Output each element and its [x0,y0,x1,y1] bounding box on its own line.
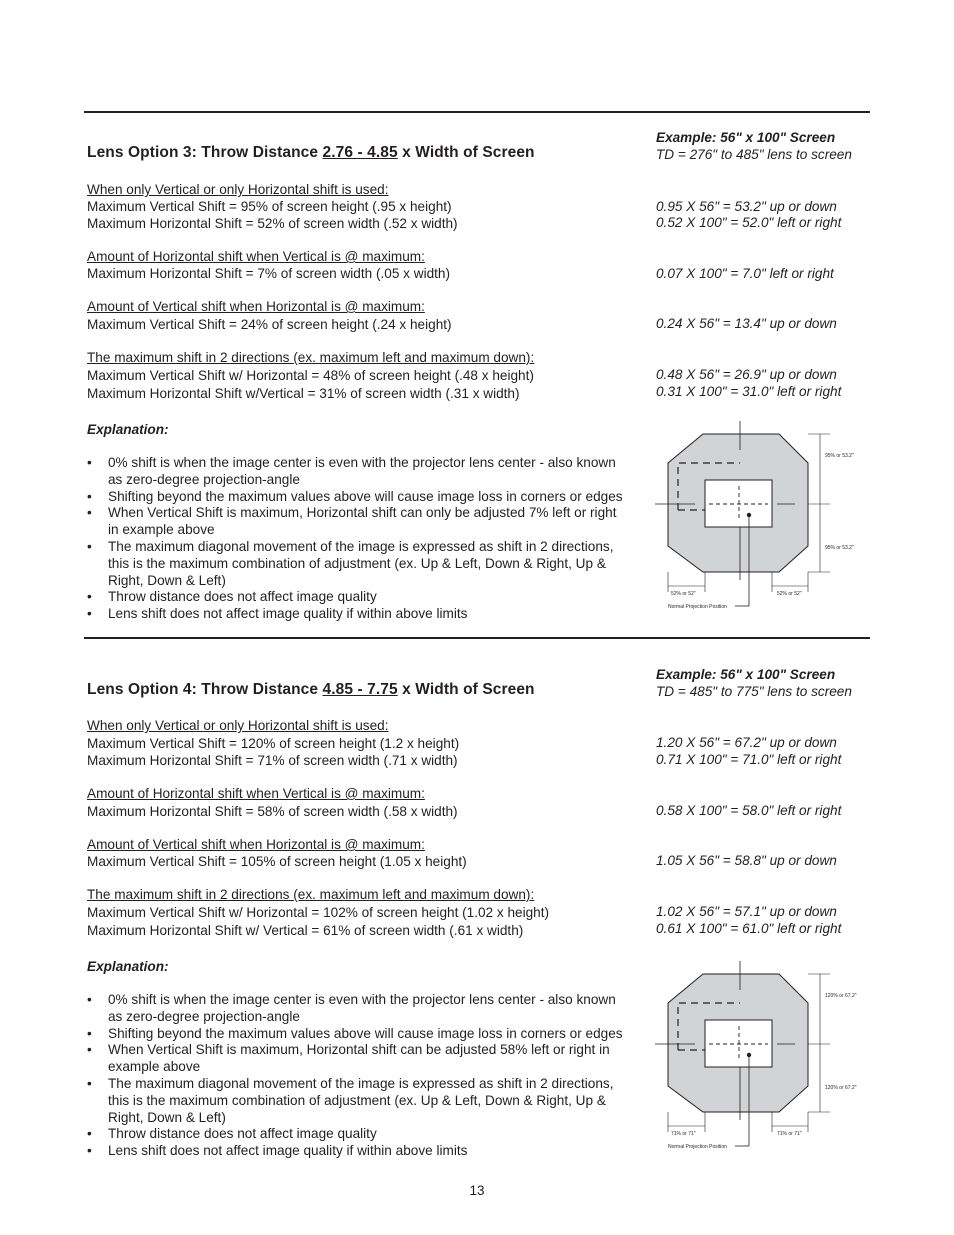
horizontal-shift-left-label: 71% or 71" [671,1131,696,1137]
group-heading: Amount of Vertical shift when Horizontal is @ maximum: [87,837,425,852]
group-heading: Amount of Vertical shift when Horizontal is @ maximum: [87,299,425,314]
example-calculation: 0.95 X 56" = 53.2" up or down [656,199,837,214]
example-heading: Example: 56" x 100" Screen [656,130,836,145]
spec-line: Maximum Horizontal Shift = 71% of screen width (.71 x width) [87,753,458,768]
example-calculation: 1.02 X 56" = 57.1" up or down [656,904,837,919]
explanation-item: • 0% shift is when the image center is even with the projector lens center - also known as zero-degree projection-angle [87,992,616,1024]
spec-line: Maximum Vertical Shift = 95% of screen height (.95 x height) [87,199,452,214]
example-calculation: 1.05 X 56" = 58.8" up or down [656,853,837,868]
example-heading: Example: 56" x 100" Screen [656,667,836,682]
diagram-caption: Normal Projection Position [668,1144,727,1150]
spec-line: Maximum Vertical Shift = 105% of screen height (1.05 x height) [87,854,467,869]
section-divider-middle [84,637,870,639]
explanation-item: • When Vertical Shift is maximum, Horizontal shift can be adjusted 58% left or right in example above [87,1042,610,1075]
explanation-item: • Throw distance does not affect image quality [87,589,377,605]
explanation-item: • The maximum diagonal movement of the image is expressed as shift in 2 directions, this is the maximum combination of adjustment (ex. Up & Left, Down & Right, Up & Right, Down & Left) [87,538,614,588]
example-calculation: 0.58 X 100" = 58.0" left or right [656,803,842,818]
example-calculation: 0.48 X 56" = 26.9" up or down [656,367,837,382]
group-heading: When only Vertical or only Horizontal shift is used: [87,182,389,197]
explanation-item: • Shifting beyond the maximum values above will cause image loss in corners or edges [87,488,623,504]
example-calculation: 1.20 X 56" = 67.2" up or down [656,735,837,750]
vertical-shift-bottom-label: 95% or 53.2" [825,545,854,551]
vertical-shift-top-label: 120% or 67.2" [825,993,857,999]
projected-image [705,480,772,527]
explanation-item: • Lens shift does not affect image quality if within above limits [87,606,468,622]
spec-line: Maximum Vertical Shift w/ Horizontal = 48% of screen height (.48 x height) [87,368,534,383]
spec-line: Maximum Horizontal Shift w/ Vertical = 61% of screen width (.61 x width) [87,923,524,938]
explanation-item: • 0% shift is when the image center is even with the projector lens center - also known as zero-degree projection-angle [87,455,616,487]
example-throw-distance: TD = 485" to 775" lens to screen [656,684,852,699]
explanation-item: • Shifting beyond the maximum values above will cause image loss in corners or edges [87,1025,623,1041]
vertical-shift-top-label: 95% or 53.2" [825,453,854,459]
explanation-label: Explanation: [87,959,169,974]
explanation-list [87,455,652,623]
horizontal-shift-right-label: 52% or 52" [777,591,802,597]
explanation-item: • The maximum diagonal movement of the image is expressed as shift in 2 directions, this is the maximum combination of adjustment (ex. Up & Left, Down & Right, Up & Right, Down & Left) [87,1075,614,1125]
horizontal-shift-left-label: 52% or 52" [671,591,696,597]
example-calculation: 0.52 X 100" = 52.0" left or right [656,215,842,230]
example-calculation: 0.07 X 100" = 7.0" left or right [656,266,834,281]
throw-range: 4.85 - 7.75 [322,681,398,698]
spec-line: Maximum Vertical Shift = 120% of screen height (1.2 x height) [87,736,460,751]
section-divider-top [84,111,870,113]
spec-line: Maximum Horizontal Shift = 58% of screen width (.58 x width) [87,804,458,819]
explanation-list [87,992,652,1160]
example-throw-distance: TD = 276" to 485" lens to screen [656,147,852,162]
explanation-item: • Throw distance does not affect image quality [87,1126,377,1142]
group-heading: When only Vertical or only Horizontal shift is used: [87,718,389,733]
example-calculation: 0.71 X 100" = 71.0" left or right [656,752,842,767]
lens-shift-diagram [655,420,870,610]
throw-range: 2.76 - 4.85 [322,144,398,161]
example-calculation: 0.24 X 56" = 13.4" up or down [656,316,837,331]
spec-line: Maximum Horizontal Shift = 52% of screen width (.52 x width) [87,216,458,231]
lens-shift-diagram [655,960,870,1150]
group-heading: The maximum shift in 2 directions (ex. maximum left and maximum down): [87,350,535,365]
page-number: 13 [469,1183,485,1198]
section-title-option-4: Lens Option 4: Throw Distance 4.85 - 7.75 x Width of Screen [87,681,535,698]
group-heading: Amount of Horizontal shift when Vertical is @ maximum: [87,786,425,801]
example-calculation: 0.61 X 100" = 61.0" left or right [656,921,842,936]
diagram-caption: Normal Projection Position [668,604,727,610]
vertical-shift-bottom-label: 120% or 67.2" [825,1085,857,1091]
explanation-item: • When Vertical Shift is maximum, Horizontal shift can only be adjusted 7% left or right in example above [87,505,617,538]
explanation-item: • Lens shift does not affect image quality if within above limits [87,1143,468,1159]
section-title-option-3: Lens Option 3: Throw Distance 2.76 - 4.85 x Width of Screen [87,144,535,161]
group-heading: Amount of Horizontal shift when Vertical is @ maximum: [87,249,425,264]
example-calculation: 0.31 X 100" = 31.0" left or right [656,384,842,399]
spec-line: Maximum Horizontal Shift w/Vertical = 31% of screen width (.31 x width) [87,386,520,401]
spec-line: Maximum Vertical Shift = 24% of screen height (.24 x height) [87,317,452,332]
spec-line: Maximum Horizontal Shift = 7% of screen width (.05 x width) [87,266,451,281]
horizontal-shift-right-label: 71% or 71" [777,1131,802,1137]
spec-line: Maximum Vertical Shift w/ Horizontal = 102% of screen height (1.02 x height) [87,905,550,920]
explanation-label: Explanation: [87,422,169,437]
projected-image [705,1020,772,1067]
group-heading: The maximum shift in 2 directions (ex. maximum left and maximum down): [87,887,535,902]
